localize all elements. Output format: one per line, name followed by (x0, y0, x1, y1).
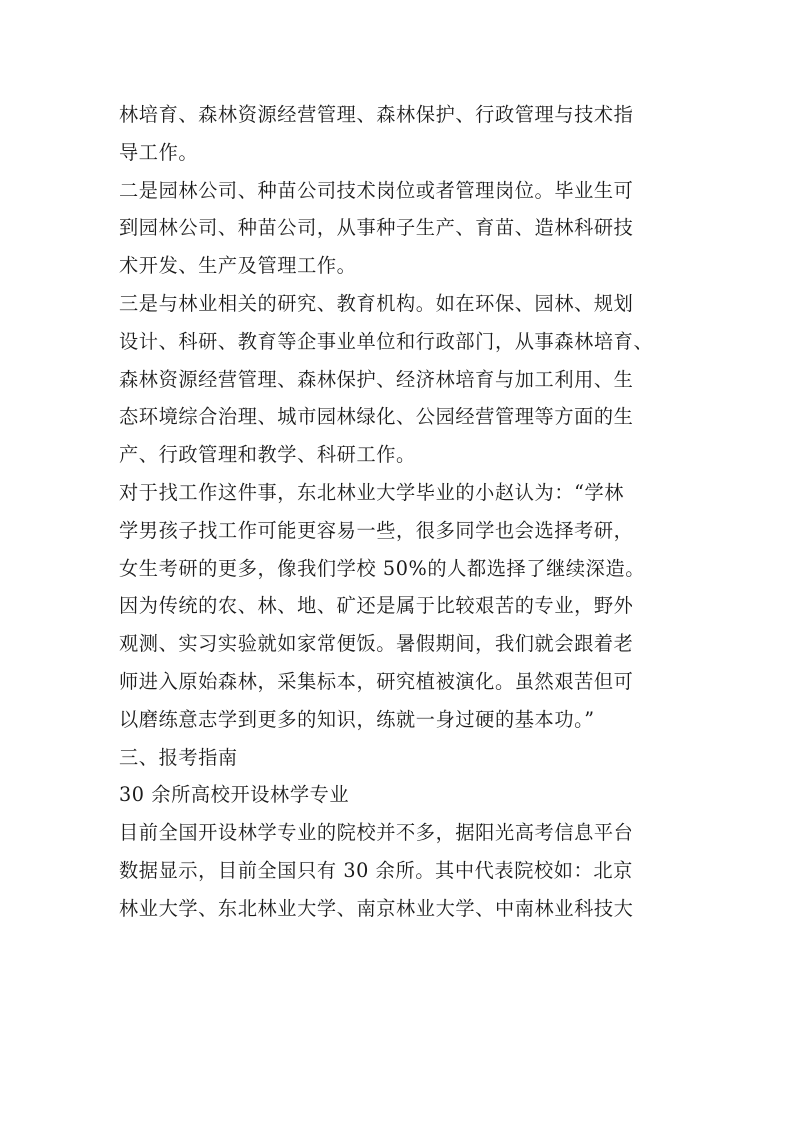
subsection-heading: 30 余所高校开设林学专业 (119, 783, 350, 807)
text-line: 到园林公司、种苗公司，从事种子生产、育苗、造林科研技 (119, 216, 634, 240)
text-line: 森林资源经营管理、森林保护、经济林培育与加工利用、生 (119, 367, 634, 391)
text-line: 观测、实习实验就如家常便饭。暑假期间，我们就会跟着老 (119, 632, 634, 656)
text-line: 导工作。 (119, 140, 199, 164)
text-line: 二是园林公司、种苗公司技术岗位或者管理岗位。毕业生可 (119, 178, 634, 202)
text-line: 产、行政管理和教学、科研工作。 (119, 443, 416, 467)
text-line: 林培育、森林资源经营管理、森林保护、行政管理与技术指 (119, 103, 634, 126)
text-line: 林业大学、东北林业大学、南京林业大学、中南林业科技大 (119, 896, 634, 920)
text-line: 学男孩子找工作可能更容易一些，很多同学也会选择考研， (119, 518, 634, 542)
text-line: 女生考研的更多，像我们学校 50%的人都选择了继续深造。 (119, 556, 646, 580)
text-line: 术开发、生产及管理工作。 (119, 254, 357, 278)
text-line: 因为传统的农、林、地、矿还是属于比较艰苦的专业，野外 (119, 594, 634, 618)
text-line: 对于找工作这件事，东北林业大学毕业的小赵认为：“学林 (119, 480, 625, 504)
text-line: 态环境综合治理、城市园林绿化、公园经营管理等方面的生 (119, 405, 634, 429)
section-heading: 三、报考指南 (119, 745, 238, 769)
text-line: 设计、科研、教育等企事业单位和行政部门，从事森林培育、 (119, 329, 654, 353)
document-body (119, 96, 679, 928)
text-line: 数据显示，目前全国只有 30 余所。其中代表院校如：北京 (119, 858, 633, 882)
text-line: 以磨练意志学到更多的知识，练就一身过硬的基本功。” (119, 707, 595, 731)
text-line: 师进入原始森林，采集标本，研究植被演化。虽然艰苦但可 (119, 669, 634, 693)
text-line: 目前全国开设林学专业的院校并不多，据阳光高考信息平台 (119, 821, 634, 845)
text-line: 三是与林业相关的研究、教育机构。如在环保、园林、规划 (119, 291, 634, 315)
